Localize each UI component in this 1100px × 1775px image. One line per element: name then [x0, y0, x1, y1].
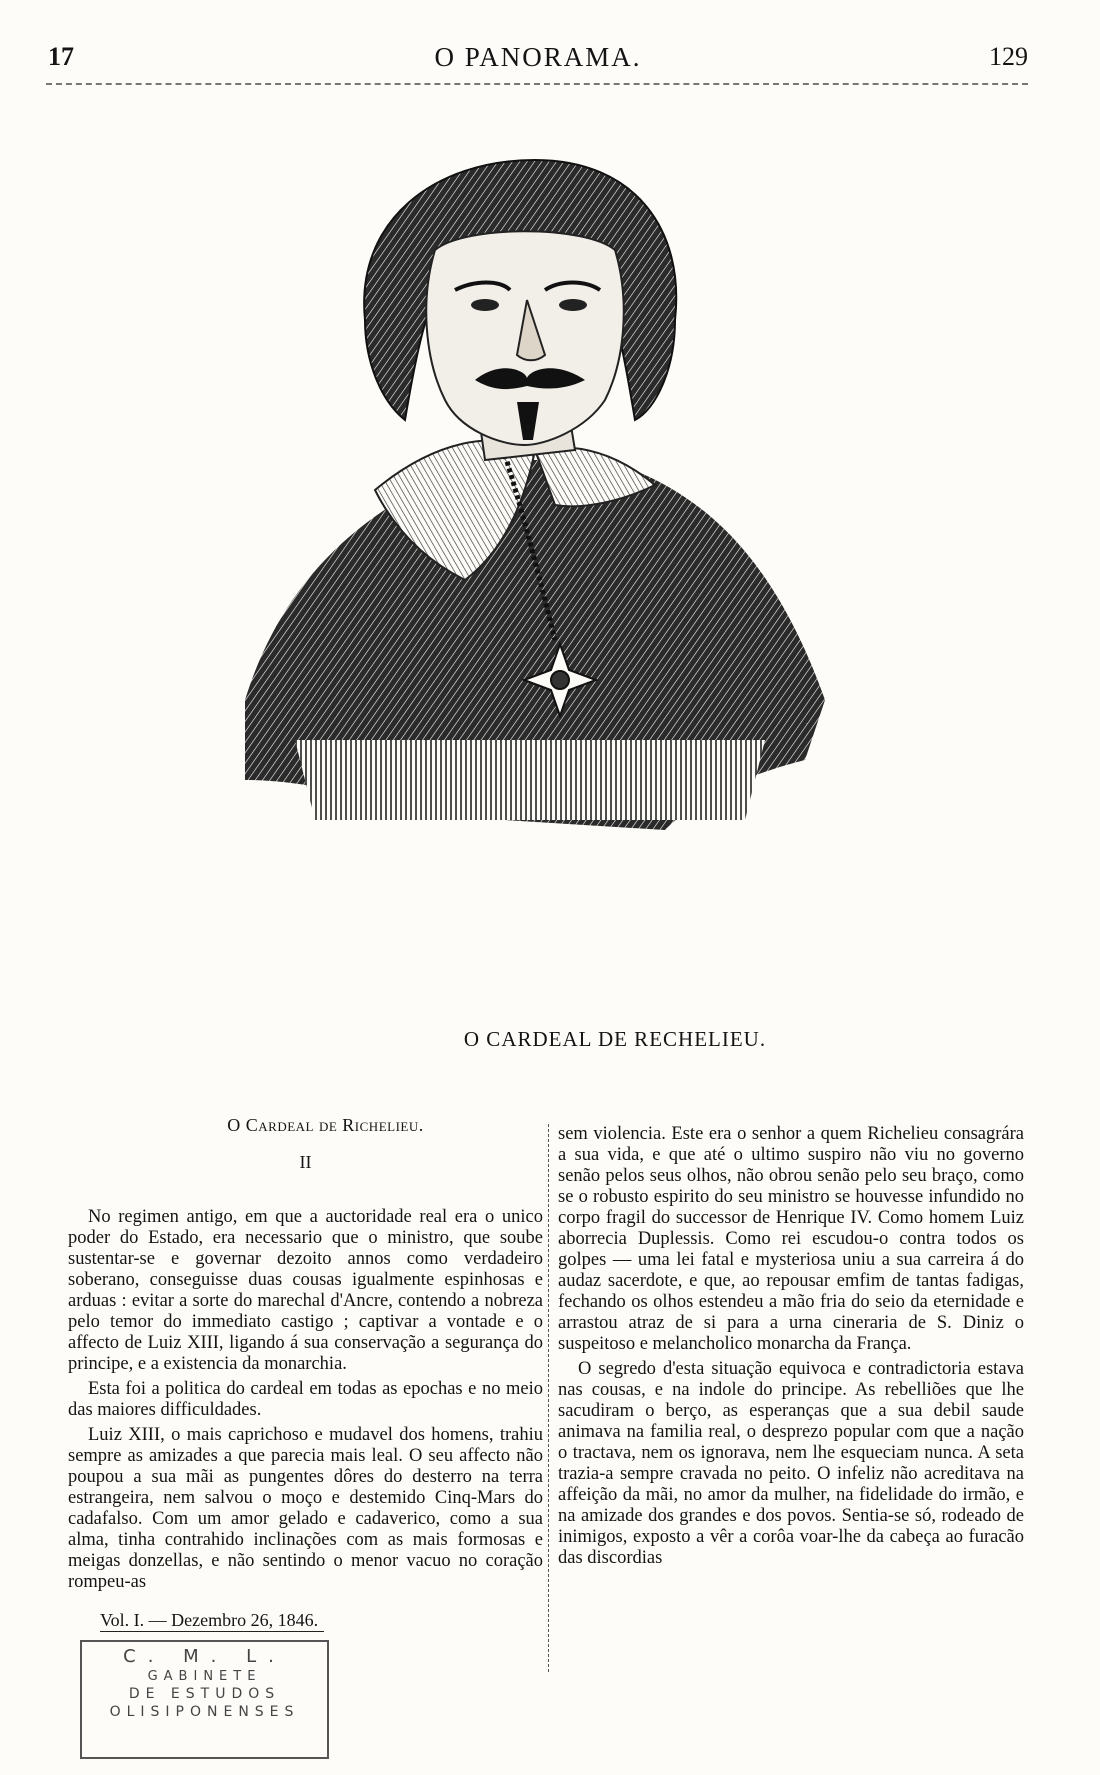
paragraph: O segredo d'esta situação equivoca e contradictoria estava nas cousas, e na indole do principe. As rebelliões que lhe sacudiram o berço, as esperanças que a sua debil saude animava na familia real, o desprezo popular com que a nação o tractava, nem os ignorava, nem lhe esqueciam nunca. A seta trazia-a sempre cravada no peito. O infeliz não acreditava na affeição da mãi, no amor da mulher, na fidelidade do irmão, e na amizade dos grandes e dos povos. Sentia-se só, rodeado de inimigos, exposto a vêr a corôa voar-lhe da cabeça ao furacão das discordias: [558, 1359, 1024, 1568]
portrait-engraving: [205, 140, 865, 940]
column-divider: [548, 1124, 549, 1672]
volume-date-line: Vol. I. — Dezembro 26, 1846.: [100, 1610, 324, 1632]
page-number: 129: [989, 42, 1028, 71]
article-title: O Cardeal de Richelieu.: [227, 1115, 424, 1135]
portrait-caption: O CARDEAL DE RECHELIEU.: [463, 1027, 767, 1051]
stamp-line: OLISIPONENSES: [109, 1704, 300, 1720]
library-stamp: [80, 1640, 329, 1759]
right-column: [558, 1124, 1024, 1573]
paragraph: Luiz XIII, o mais caprichoso e mudavel dos homens, trahiu sempre as amizades a que parecia mais leal. O seu affecto não poupou a sua mãi as pungentes dôres do desterro na terra estrangeira, nem salvou o moço e destemido Cinq-Mars do cadafalso. Com um amor gelado e cadaverico, como a sua alma, tinha contrahido inclinações com as mais formosas e meigas donzellas, e não sentindo o menor vacuo no coração rompeu-as: [68, 1425, 543, 1592]
paragraph: Esta foi a politica do cardeal em todas as epochas e no meio das maiores difficuldades.: [68, 1379, 543, 1420]
stamp-initials: C. M. L.: [123, 1646, 286, 1667]
header-rule: [46, 83, 1028, 85]
part-number: II: [299, 1152, 312, 1172]
left-column: [68, 1115, 543, 1597]
issue-number: 17: [48, 42, 74, 71]
paragraph: No regimen antigo, em que a auctoridade real era o unico poder do Estado, era necessario que o ministro, que soube sustentar-se e governar dezoito annos como verdadeiro soberano, conseguisse duas cousas igualmente espinhosas e arduas : evitar a sorte do marechal d'Ancre, contendo a nobreza pelo temor do immediato castigo ; captivar a vontade e o affecto de Luiz XIII, ligando á sua conservação a segurança do principe, e a existencia da monarchia.: [68, 1207, 543, 1374]
paragraph: sem violencia. Este era o senhor a quem Richelieu consagrára a sua vida, e que até o ultimo suspiro não viu no governo senão pelos seus olhos, não obrou senão pelo seu braço, como se o robusto espirito do seu ministro se houvesse infundido no corpo fragil do successor de Henrique IV. Como homem Luiz aborrecia Duplessis. Como rei escudou-o contra todos os golpes — uma lei fatal e mysteriosa uniu a sua carreira á do audaz sacerdote, e que, ao repousar emfim de tantas fadigas, fechando os olhos estendeu a mão fria do seio da eternidade e arrastou atraz de si para a urna cineraria de S. Diniz o suspeitoso e melancholico monarcha da França.: [558, 1124, 1024, 1354]
stamp-line: GABINETE: [147, 1669, 262, 1684]
stamp-line: DE ESTUDOS: [128, 1686, 281, 1702]
page-header: [48, 42, 1028, 78]
publication-title: O PANORAMA.: [434, 42, 642, 72]
